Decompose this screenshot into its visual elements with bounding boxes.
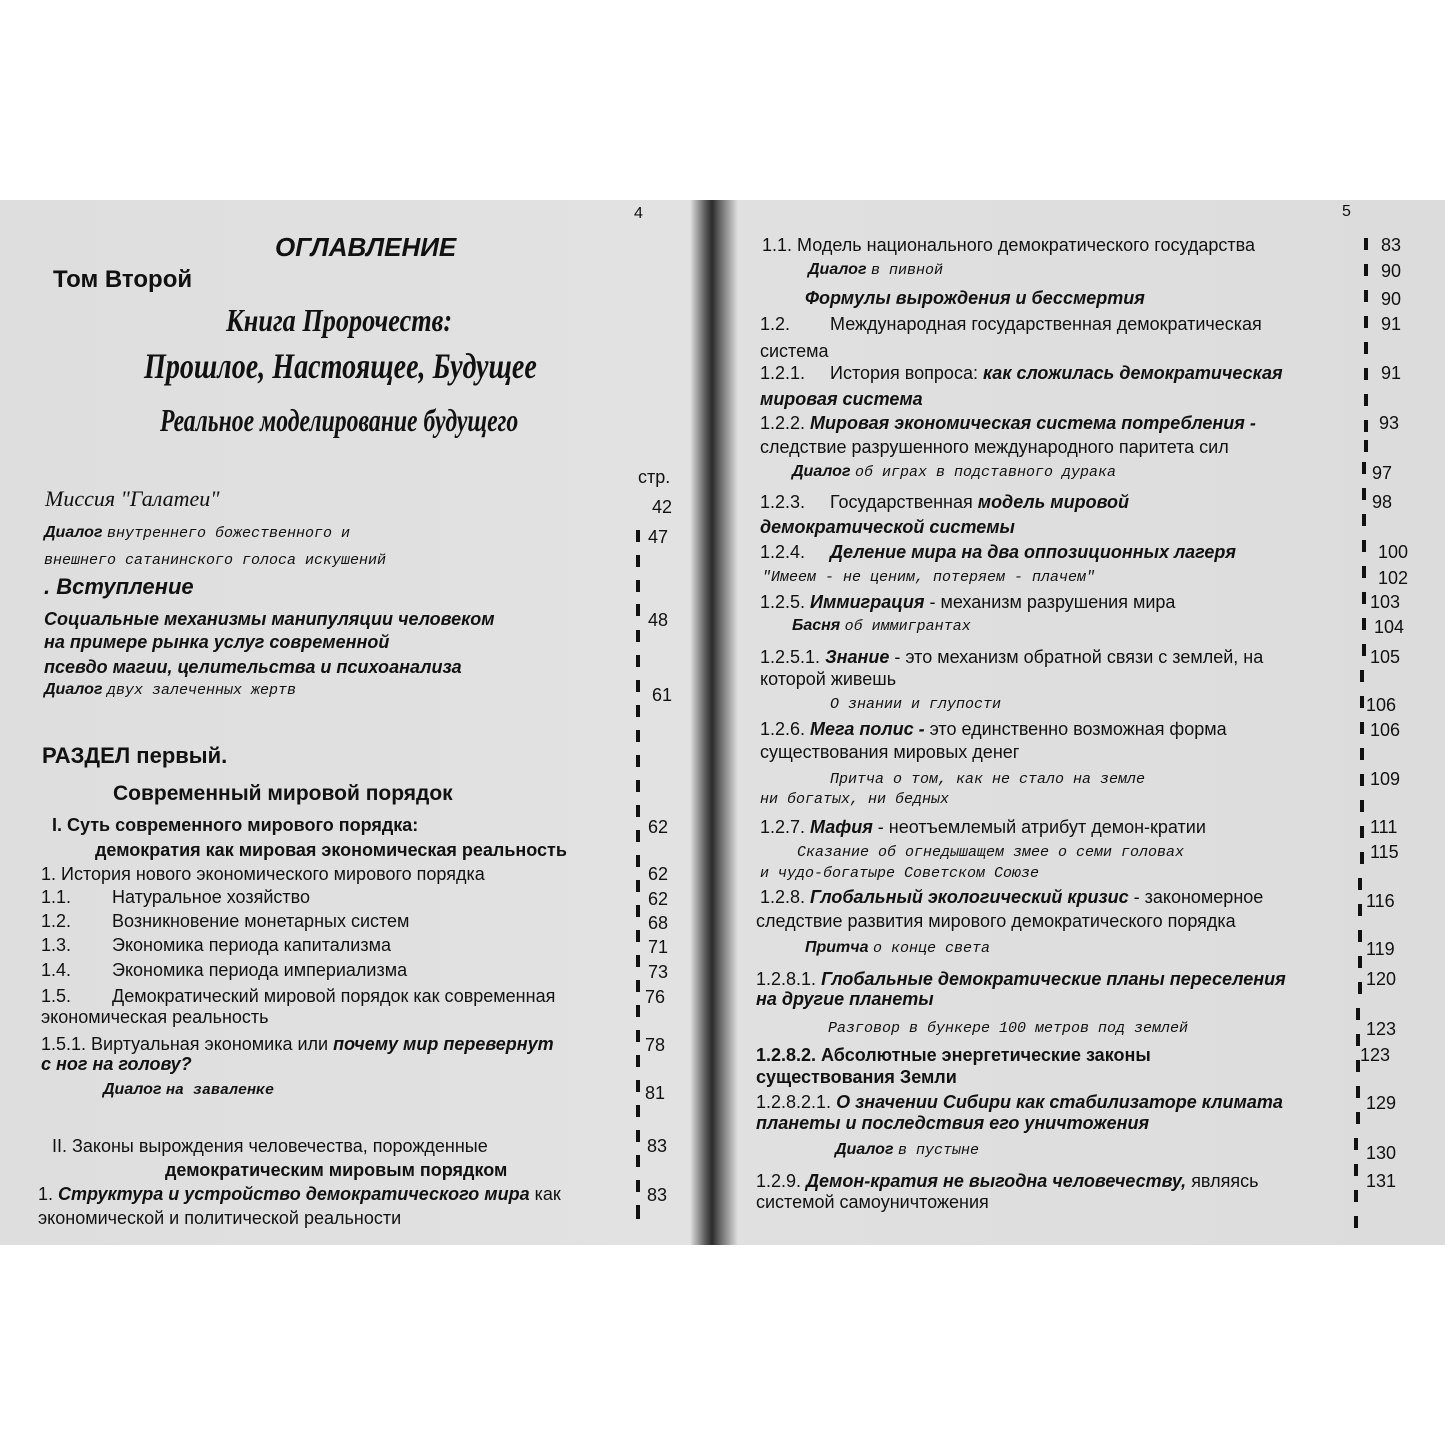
part1-line1: I. Суть современного мирового порядка: [52,815,419,835]
part2-line2: демократическим мировым порядком [165,1160,508,1180]
r-entry: 1.1. Модель национального демократического государства [762,235,1256,255]
toc-entry-1: 1. История нового экономического мирового порядка [41,864,485,884]
page-num: 129 [1366,1093,1397,1113]
part2-line1: II. Законы вырождения человечества, порожденные [52,1136,488,1156]
toc-heading: ОГЛАВЛЕНИЕ [275,232,457,262]
r-dialog: Диалог в пустыне [835,1141,979,1159]
r-parable: Притча о том, как не стало на земле [830,771,1146,788]
page-num: 131 [1366,1171,1397,1191]
page-num: 123 [1366,1019,1397,1039]
toc-entry-1-5-1-line2: с ног на голову? [41,1054,192,1074]
r-entry: Деление мира на два оппозиционных лагеря [830,542,1236,562]
toc-entry-1-3-num: 1.3. [41,935,72,955]
page-num: 61 [652,685,673,705]
toc-entry-1-5-1: 1.5.1. Виртуальная экономика или почему мир перевернут [41,1034,554,1054]
r-dialog: Диалог в пивной [808,261,943,279]
social-line3: псевдо магии, целительства и психоанализа [44,657,462,677]
page-num: 62 [648,889,669,909]
section-title: РАЗДЕЛ первый. [42,743,228,768]
r-entry-line2: системой самоуничтожения [756,1192,989,1212]
r-conversation: Разговор в бункере 100 метров под землей [828,1020,1189,1037]
page-num: 91 [1381,314,1402,334]
r-entry-line2: которой живешь [760,669,897,689]
intro-title: . Вступление [44,574,194,599]
page-num: 115 [1370,842,1399,862]
page-num: 47 [648,527,669,547]
page-num: 62 [648,864,669,884]
page-num: 102 [1378,568,1409,588]
volume-title: Том Второй [53,266,193,293]
page-num: 123 [1360,1045,1391,1065]
r-entry: 1.2.8.1. Глобальные демократические планы переселения [756,969,1286,989]
part1-line2: демократия как мировая экономическая реальность [95,840,567,860]
r-entry: 1.2.2. Мировая экономическая система потребления - [760,413,1256,433]
r-italic-entry: О знании и глупости [830,696,1002,713]
page-num: 130 [1366,1143,1397,1163]
page-num: 111 [1370,817,1398,837]
r-entry: 1.2.8.2.1. О значении Сибири как стабилизаторе климата [756,1092,1283,1112]
r-entry: 1.2.8.2. Абсолютные энергетические законы [756,1045,1151,1065]
r-entry: 1.2.5. Иммиграция - механизм разрушения мира [760,592,1176,612]
page-num: 42 [652,497,673,517]
page-num: 48 [648,610,669,630]
r-entry-line2: демократической системы [760,517,1015,537]
toc-entry-1-4: Экономика периода империализма [112,960,408,980]
page-num: 106 [1366,695,1397,715]
page-num: 100 [1378,542,1409,562]
r-entry: 1.2.9. Демон-кратия не выгодна человечеству, являясь [756,1171,1259,1191]
page-num: 105 [1370,647,1401,667]
r-entry-line2: на другие планеты [756,989,934,1009]
toc-entry-last-line2: экономической и политической реальности [38,1208,402,1228]
toc-entry-1-1-num: 1.1. [41,887,72,907]
page-num: 91 [1381,363,1402,383]
r-entry-line2: следствие развития мирового демократического порядка [756,911,1236,931]
page-num: 104 [1374,617,1405,637]
r-entry: История вопроса: как сложилась демократическая [830,363,1283,383]
page-num: 93 [1379,413,1400,433]
page-num: 62 [648,817,669,837]
r-entry-num: 1.2.3. [760,492,806,512]
toc-entry-1-5: Демократический мировой порядок как современная [112,986,556,1006]
book-spread [0,200,1445,1245]
right-page-number: 5 [1342,203,1351,220]
r-entry-line2: мировая система [760,389,923,409]
toc-entry-last: 1. Структура и устройство демократического мира как [38,1184,561,1204]
r-entry: Формулы вырождения и бессмертия [805,288,1145,308]
dialog-entry-2: Диалог двух залеченных жертв [44,681,296,699]
page-num: 83 [647,1185,668,1205]
r-entry-num: 1.2.1. [760,363,806,383]
r-entry-line2: существования мировых денег [760,742,1020,762]
page-num: 116 [1366,891,1395,911]
r-entry: Международная государственная демократическая [830,314,1262,334]
book-title-line1: Книга Пророчеств: [226,302,453,338]
r-entry-num: 1.2.4. [760,542,806,562]
page-num: 98 [1372,492,1393,512]
r-tale: Сказание об огнедышащем змее о семи головах [797,844,1185,861]
r-entry-line2: существования Земли [756,1067,957,1087]
toc-entry-1-5-num: 1.5. [41,986,72,1006]
page-num: 73 [648,962,669,982]
toc-entry-1-1: Натуральное хозяйство [112,887,310,907]
social-line1: Социальные механизмы манипуляции человеком [44,609,495,629]
section-subtitle: Современный мировой порядок [113,782,453,805]
r-entry: 1.2.5.1. Знание - это механизм обратной связи с землей, на [760,647,1264,667]
page-num: 81 [645,1083,666,1103]
book-title-line2: Прошлое, Настоящее, Будущее [144,346,537,386]
page-num: 83 [647,1136,668,1156]
page-num: 120 [1366,969,1397,989]
r-entry-num: 1.2. [760,314,791,334]
r-entry: Государственная модель мировой [830,492,1130,512]
mission-title: Миссия "Галатеи" [45,486,220,511]
page-num: 68 [648,913,669,933]
r-quote: "Имеем - не ценим, потеряем - плачем" [762,569,1096,586]
dialog-entry-1-line2: внешнего сатанинского голоса искушений [44,552,387,569]
page-num: 106 [1370,720,1401,740]
r-tale-line2: и чудо-богатыре Советском Союзе [760,865,1040,882]
r-dialog: Диалог об играх в подставного дурака [792,463,1116,481]
toc-entry-1-2: Возникновение монетарных систем [112,911,410,931]
social-line2: на примере рынка услуг современной [44,632,390,652]
r-entry-line2: следствие разрушенного международного паритета сил [760,437,1229,457]
toc-entry-1-4-num: 1.4. [41,960,72,980]
page-column-label: стр. [638,467,671,487]
r-parable2: Притча о конце света [805,939,990,957]
page-num: 90 [1381,289,1402,309]
page-num: 90 [1381,261,1402,281]
page-num: 97 [1372,463,1393,483]
r-entry: 1.2.8. Глобальный экологический кризис - закономерное [760,887,1264,907]
page-num: 103 [1370,592,1401,612]
page-num: 76 [645,987,666,1007]
r-entry-line2: планеты и последствия его уничтожения [756,1113,1150,1133]
r-entry: 1.2.6. Мега полис - это единственно возможная форма [760,719,1227,739]
dialog-entry-3: Диалог на заваленке [103,1081,274,1099]
r-fable: Басня об иммигрантах [792,617,971,635]
page-num: 119 [1366,939,1395,959]
page-num: 78 [645,1035,666,1055]
toc-entry-1-2-num: 1.2. [41,911,72,931]
page-num: 109 [1370,769,1401,789]
page-num: 83 [1381,235,1402,255]
r-parable-line2: ни богатых, ни бедных [760,791,950,808]
page-num: 71 [648,937,669,957]
dialog-entry-1: Диалог внутреннего божественного и [44,524,350,542]
toc-entry-1-5-line2: экономическая реальность [41,1007,269,1027]
r-entry-line2: система [760,341,829,361]
r-entry: 1.2.7. Мафия - неотъемлемый атрибут демон-кратии [760,817,1206,837]
left-page-number: 4 [634,205,643,222]
toc-entry-1-3: Экономика периода капитализма [112,935,391,955]
book-title-line3: Реальное моделирование будущего [160,402,519,438]
